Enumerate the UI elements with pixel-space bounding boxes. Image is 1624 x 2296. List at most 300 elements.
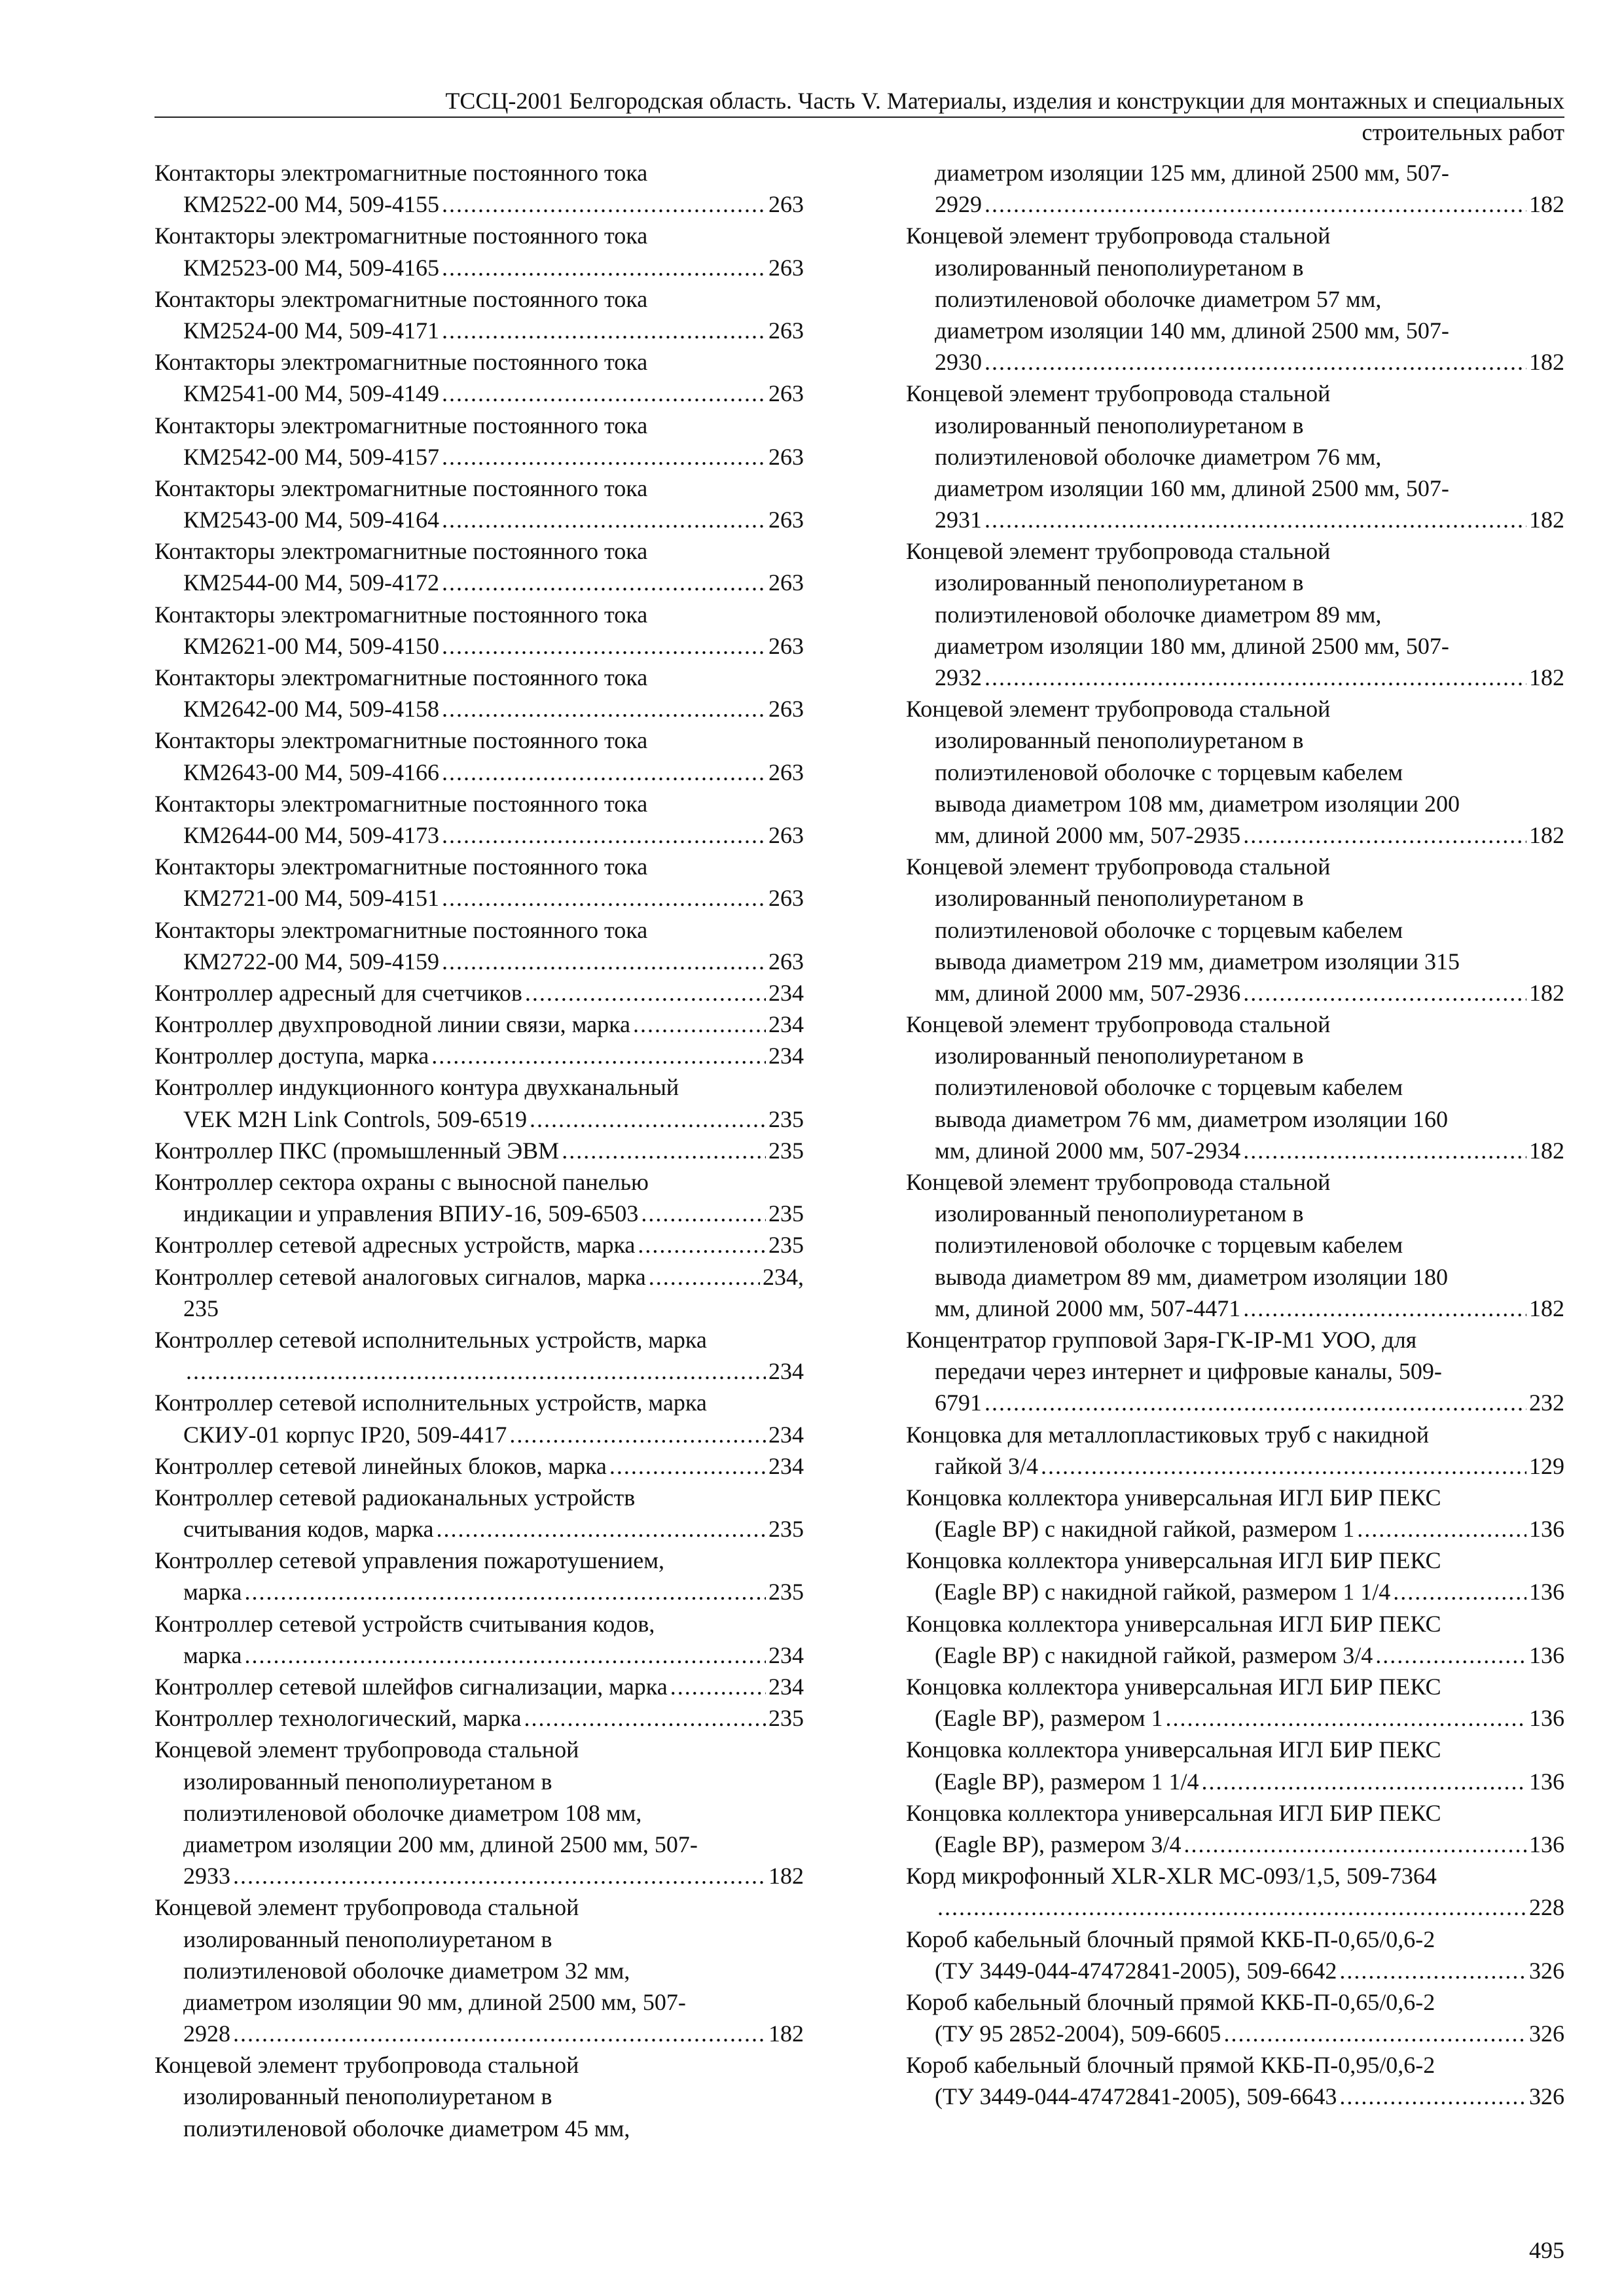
index-entry-line: Контроллер сетевой радиоканальных устройств: [154, 1484, 636, 1511]
index-entry-line: [154, 1576, 804, 1607]
index-entry-text: марка: [183, 1641, 242, 1668]
page-number: 495: [1529, 2237, 1564, 2263]
dot-leader: [442, 630, 766, 662]
index-entry-line: Контроллер сетевой исполнительных устройств, марка: [154, 1326, 707, 1353]
dot-leader: [244, 1640, 766, 1671]
index-entry-line: Короб кабельный блочный прямой ККБ-П-0,95/0,6-2: [906, 2052, 1435, 2079]
index-entry-page: 235: [768, 1516, 804, 1543]
index-entry: [154, 1671, 804, 1702]
dot-leader: [984, 188, 1526, 220]
index-entry-line: Контроллер индукционного контура двухканальный: [154, 1074, 679, 1101]
index-entry-line: [906, 1955, 1564, 1986]
index-entry-text: 2930: [935, 349, 982, 376]
dot-leader: [641, 1198, 766, 1229]
index-entry: [906, 157, 1564, 220]
index-entry-line: Короб кабельный блочный прямой ККБ-П-0,65/0,6-2: [906, 1926, 1435, 1952]
index-entry: [154, 220, 804, 283]
index-entry-text: КМ2522-00 М4, 509-4155: [183, 191, 440, 218]
index-entry-line: [154, 441, 804, 473]
index-entry-line: вывода диаметром 108 мм, диаметром изоляции 200: [935, 790, 1460, 817]
index-entry-page: 182: [1529, 191, 1564, 218]
index-entry-text: (Eagle BP) с накидной гайкой, размером 1 1/4: [935, 1579, 1391, 1605]
index-entry-line: [154, 315, 804, 346]
index-entry-page: 235: [768, 1579, 804, 1605]
index-entry-line: Контакторы электромагнитные постоянного тока: [154, 916, 648, 943]
index-entry-line: полиэтиленовой оболочке с торцевым кабелем: [935, 1074, 1403, 1101]
index-entry-page: 234: [768, 1674, 804, 1700]
index-entry-line: Контакторы электромагнитные постоянного тока: [154, 160, 648, 186]
index-entry-line: Контакторы электромагнитные постоянного тока: [154, 285, 648, 312]
index-entry-page: 182: [1529, 1295, 1564, 1321]
index-entry-line: Концевой элемент трубопровода стальной: [154, 1736, 579, 1763]
index-entry-line: Контроллер сетевой устройств считывания кодов,: [154, 1610, 655, 1637]
index-entry: [906, 220, 1564, 378]
index-entry-line: [906, 1640, 1564, 1671]
index-entry-page: 263: [768, 191, 804, 218]
index-entry-line: [906, 188, 1564, 220]
index-entry: [154, 535, 804, 598]
index-entry-page: 263: [768, 821, 804, 848]
index-entry-line: [906, 1293, 1564, 1324]
index-entry-line: [154, 188, 804, 220]
index-entry-page: 234: [768, 1641, 804, 1668]
index-entry-page: 234,: [763, 1263, 804, 1290]
index-entry-line: [906, 2081, 1564, 2112]
index-entry-line: Контакторы электромагнитные постоянного тока: [154, 790, 648, 817]
index-entry-line: вывода диаметром 76 мм, диаметром изоляции 160: [935, 1105, 1449, 1132]
dot-leader: [244, 1576, 766, 1607]
index-entry-page: 234: [768, 1358, 804, 1385]
dot-leader: [1339, 1955, 1526, 1986]
index-entry-text: гайкой 3/4: [935, 1452, 1038, 1479]
index-entry: [154, 1135, 804, 1166]
index-entry: [154, 1229, 804, 1261]
index-entry-text: КМ2644-00 М4, 509-4173: [183, 821, 440, 848]
index-entry-page: 136: [1529, 1516, 1564, 1543]
index-entry-text: КМ2621-00 М4, 509-4150: [183, 632, 440, 659]
index-entry-line: Контакторы электромагнитные постоянного тока: [154, 412, 648, 439]
index-entry: [154, 1387, 804, 1450]
index-entry-line: [906, 662, 1564, 693]
index-entry-page: 234: [768, 1452, 804, 1479]
dot-leader: [1375, 1640, 1526, 1671]
index-entry-text: индикации и управления ВПИУ-16, 509-6503: [183, 1200, 639, 1227]
index-entry-line: полиэтиленовой оболочке с торцевым кабелем: [935, 916, 1403, 943]
index-entry-line: Контакторы электромагнитные постоянного тока: [154, 349, 648, 376]
index-entry-text: Контроллер доступа, марка: [154, 1043, 429, 1069]
index-entry-line: [154, 1355, 804, 1387]
index-entry-page: 263: [768, 696, 804, 723]
index-entry-line: изолированный пенополиуретаном в: [183, 1768, 552, 1795]
dot-leader: [984, 662, 1526, 693]
index-entry-text: КМ2524-00 М4, 509-4171: [183, 317, 440, 344]
index-entry-text: Контроллер ПКС (промышленный ЭВМ: [154, 1137, 560, 1164]
index-entry-line: [154, 1198, 804, 1229]
index-entry: [906, 1324, 1564, 1419]
index-entry-line: [906, 1387, 1564, 1418]
index-entry-page: 234: [768, 1011, 804, 1038]
index-entry-line: [154, 882, 804, 914]
index-entry-text: КМ2541-00 М4, 509-4149: [183, 380, 440, 407]
index-entry-line: [154, 1009, 804, 1040]
index-entry: [906, 851, 1564, 1009]
dot-leader: [633, 1009, 766, 1040]
index-entry-line: диаметром изоляции 180 мм, длиной 2500 мм, 507-: [935, 632, 1449, 659]
index-column-left: [154, 157, 804, 2144]
dot-leader: [609, 1450, 766, 1482]
index-entry-page: 263: [768, 632, 804, 659]
index-entry: [906, 1797, 1564, 1860]
index-entry: [154, 1261, 804, 1324]
index-entry: [154, 1324, 804, 1387]
index-entry-line: диаметром изоляции 160 мм, длиной 2500 мм, 507-: [935, 475, 1449, 501]
index-entry-line: [154, 1103, 804, 1135]
dot-leader: [524, 1702, 766, 1734]
dot-leader: [638, 1229, 766, 1261]
index-entry-page: 136: [1529, 1831, 1564, 1857]
index-entry-text: Контроллер сетевой линейных блоков, марка: [154, 1452, 607, 1479]
index-entry-line: Контакторы электромагнитные постоянного тока: [154, 475, 648, 501]
index-entry: [154, 1608, 804, 1671]
index-entry: [906, 2049, 1564, 2112]
index-column-right: [906, 157, 1564, 2113]
index-entry-text: Контроллер адресный для счетчиков: [154, 979, 522, 1006]
dot-leader: [186, 1355, 766, 1387]
index-entry: [906, 1419, 1564, 1482]
index-entry-page-continuation: 235: [183, 1295, 219, 1321]
index-entry-line: изолированный пенополиуретаном в: [935, 569, 1304, 596]
index-entry: [154, 1009, 804, 1040]
index-entry-page: 263: [768, 254, 804, 281]
index-entry: [154, 599, 804, 662]
index-entry: [906, 535, 1564, 693]
index-entry-line: Концентратор групповой Заря-ГК-IP-М1 УОО, для: [906, 1326, 1417, 1353]
index-entry-line: Контакторы электромагнитные постоянного тока: [154, 538, 648, 565]
index-entry-page: 326: [1529, 1957, 1564, 1984]
index-entry-text: (Eagle BP) с накидной гайкой, размером 3/4: [935, 1641, 1373, 1668]
index-entry-line: Контакторы электромагнитные постоянного тока: [154, 223, 648, 249]
index-entry-line: Концовка коллектора универсальная ИГЛ БИР ПЕКС: [906, 1674, 1441, 1700]
index-entry: [154, 914, 804, 977]
index-entry: [154, 1040, 804, 1071]
index-entry-text: (ТУ 3449-044-47472841-2005), 509-6642: [935, 1957, 1337, 1984]
index-entry: [154, 346, 804, 409]
index-entry-page: 129: [1529, 1452, 1564, 1479]
dot-leader: [1339, 2081, 1526, 2112]
index-entry-line: вывода диаметром 219 мм, диаметром изоляции 315: [935, 948, 1460, 975]
dot-leader: [442, 946, 766, 977]
dot-leader: [442, 188, 766, 220]
index-entry-line: Концовка коллектора универсальная ИГЛ БИР ПЕКС: [906, 1610, 1441, 1637]
index-entry-line: Концовка для металлопластиковых труб с накидной: [906, 1421, 1430, 1448]
index-entry-page: 182: [1529, 1137, 1564, 1164]
index-entry-line: изолированный пенополиуретаном в: [935, 412, 1304, 439]
index-entry-line: изолированный пенополиуретаном в: [935, 727, 1304, 754]
index-entry-line: [154, 1261, 804, 1293]
index-entry: [154, 1450, 804, 1482]
index-entry-text: 2929: [935, 191, 982, 218]
index-entry-line: передачи через интернет и цифровые каналы, 509-: [935, 1358, 1442, 1385]
index-entry-text: VEK M2H Link Controls, 509-6519: [183, 1105, 527, 1132]
dot-leader: [442, 315, 766, 346]
index-entry-text: (ТУ 95 2852-2004), 509-6605: [935, 2020, 1221, 2047]
index-entry-line: Концевой элемент трубопровода стальной: [906, 223, 1331, 249]
index-entry-text: Контроллер двухпроводной линии связи, марка: [154, 1011, 631, 1038]
index-entry-text: КМ2721-00 М4, 509-4151: [183, 885, 440, 912]
index-entry-page: 326: [1529, 2020, 1564, 2047]
index-entry-line: Концевой элемент трубопровода стальной: [154, 1894, 579, 1921]
index-entry: [154, 1166, 804, 1229]
index-entry-line: Контакторы электромагнитные постоянного тока: [154, 664, 648, 691]
dot-leader: [1243, 819, 1526, 851]
index-entry-line: Концевой элемент трубопровода стальной: [906, 1169, 1331, 1195]
index-entry-page: 234: [768, 1421, 804, 1448]
index-entry-text: Контроллер технологический, марка: [154, 1705, 522, 1732]
index-entry-line: [154, 1229, 804, 1261]
index-entry-line: [906, 1829, 1564, 1860]
index-entry-text: КМ2543-00 М4, 509-4164: [183, 507, 440, 533]
dot-leader: [437, 1513, 766, 1545]
index-entry-line: [906, 1135, 1564, 1166]
index-entry-line: Концевой элемент трубопровода стальной: [906, 696, 1331, 723]
index-entry: [906, 1860, 1564, 1923]
index-entry-line: [154, 946, 804, 977]
index-entry: [154, 283, 804, 346]
index-entry-line: полиэтиленовой оболочке диаметром 108 мм,: [183, 1799, 642, 1826]
index-entry-page: 182: [768, 1863, 804, 1890]
dot-leader: [233, 2018, 766, 2049]
index-entry-line: [906, 1450, 1564, 1482]
index-entry-line: изолированный пенополиуретаном в: [183, 2083, 552, 2110]
dot-leader: [442, 693, 766, 725]
index-entry-line: [154, 1135, 804, 1166]
index-entry-line: [154, 504, 804, 535]
index-entry-line: [154, 1860, 804, 1892]
index-entry-line: [154, 630, 804, 662]
index-entry-line: изолированный пенополиуретаном в: [183, 1926, 552, 1952]
index-entry: [154, 1482, 804, 1545]
index-entry: [906, 1166, 1564, 1324]
index-entry-text: мм, длиной 2000 мм, 507-2934: [935, 1137, 1241, 1164]
index-entry: [906, 1608, 1564, 1671]
index-entry-line: Контроллер сетевой исполнительных устройств, марка: [154, 1390, 707, 1416]
dot-leader: [530, 1103, 766, 1135]
dot-leader: [442, 567, 766, 598]
index-entry-text: мм, длиной 2000 мм, 507-2935: [935, 821, 1241, 848]
dot-leader: [431, 1040, 766, 1071]
index-entry-line: [906, 346, 1564, 378]
index-entry-page: 235: [768, 1137, 804, 1164]
index-entry-page: 263: [768, 507, 804, 533]
dot-leader: [1202, 1766, 1526, 1797]
index-entry: [906, 378, 1564, 535]
dot-leader: [1166, 1702, 1526, 1734]
index-entry-line: [906, 1702, 1564, 1734]
index-entry: [906, 1924, 1564, 1986]
index-entry: [154, 725, 804, 787]
dot-leader: [1041, 1450, 1526, 1482]
index-entry-text: (Eagle BP), размером 1 1/4: [935, 1768, 1199, 1795]
index-entry: [906, 693, 1564, 851]
index-entry: [154, 977, 804, 1009]
index-entry-page: 263: [768, 380, 804, 407]
index-entry-page: 228: [1529, 1894, 1564, 1921]
index-entry-text: КМ2542-00 М4, 509-4157: [183, 443, 440, 470]
dot-leader: [1223, 2018, 1526, 2049]
index-entry-line: изолированный пенополиуретаном в: [935, 885, 1304, 912]
index-entry: [154, 473, 804, 535]
dot-leader: [442, 504, 766, 535]
index-entry: [154, 1071, 804, 1134]
index-entry: [154, 157, 804, 220]
dot-leader: [984, 346, 1526, 378]
index-entry-line: полиэтиленовой оболочке диаметром 76 мм,: [935, 443, 1382, 470]
dot-leader: [1243, 1293, 1526, 1324]
index-entry-line: полиэтиленовой оболочке диаметром 32 мм,: [183, 1957, 630, 1984]
dot-leader: [937, 1892, 1526, 1923]
index-entry-line: Корд микрофонный XLR-XLR МС-093/1,5, 509-7364: [906, 1863, 1437, 1890]
index-entry-text: КМ2722-00 М4, 509-4159: [183, 948, 440, 975]
dot-leader: [1357, 1513, 1526, 1545]
index-entry-line: Концевой элемент трубопровода стальной: [154, 2052, 579, 2079]
dot-leader: [233, 1860, 766, 1892]
index-entry-page: 136: [1529, 1579, 1564, 1605]
index-entry-text: марка: [183, 1579, 242, 1605]
index-entry-text: мм, длиной 2000 мм, 507-4471: [935, 1295, 1241, 1321]
index-entry-line: [154, 1513, 804, 1545]
index-entry: [906, 1671, 1564, 1734]
index-entry: [154, 851, 804, 914]
index-entry-page: 235: [768, 1705, 804, 1732]
dot-leader: [442, 252, 766, 283]
index-entry-page: 263: [768, 317, 804, 344]
dot-leader: [562, 1135, 766, 1166]
index-entry-page: 326: [1529, 2083, 1564, 2110]
index-entry-line: Концевой элемент трубопровода стальной: [906, 538, 1331, 565]
index-entry-text: КМ2544-00 М4, 509-4172: [183, 569, 440, 596]
index-entry-text: 2931: [935, 507, 982, 533]
index-entry-line: полиэтиленовой оболочке с торцевым кабелем: [935, 759, 1403, 785]
index-entry: [906, 1986, 1564, 2049]
index-entry-line: полиэтиленовой оболочке с торцевым кабелем: [935, 1232, 1403, 1259]
index-entry-page: 182: [768, 2020, 804, 2047]
index-entry-text: (ТУ 3449-044-47472841-2005), 509-6643: [935, 2083, 1337, 2110]
index-entry-line: [154, 567, 804, 598]
index-entry-line: диаметром изоляции 90 мм, длиной 2500 мм, 507-: [183, 1988, 686, 2015]
index-entry-line: [906, 977, 1564, 1009]
index-entry-page: 182: [1529, 821, 1564, 848]
index-entry-line: полиэтиленовой оболочке диаметром 89 мм,: [935, 601, 1382, 628]
index-entry-page: 263: [768, 759, 804, 785]
index-entry-line: [906, 504, 1564, 535]
index-entry-line: полиэтиленовой оболочке диаметром 57 мм,: [935, 285, 1382, 312]
index-entry-line: Контроллер сетевой управления пожаротушением,: [154, 1547, 665, 1574]
index-entry-line: Контакторы электромагнитные постоянного тока: [154, 727, 648, 754]
running-header: ТССЦ-2001 Белгородская область. Часть V. Материалы, изделия и конструкции для монтажных и специальных: [445, 88, 1564, 114]
index-entry-line: [154, 1640, 804, 1671]
index-entry-page: 136: [1529, 1641, 1564, 1668]
index-entry-line: [154, 2018, 804, 2049]
index-entry-text: 6791: [935, 1390, 982, 1416]
index-entry-line: [154, 1419, 804, 1450]
index-entry: [154, 410, 804, 473]
index-entry-line: диаметром изоляции 125 мм, длиной 2500 мм, 507-: [935, 160, 1449, 186]
index-entry-page: 234: [768, 979, 804, 1006]
index-entry-line: Контакторы электромагнитные постоянного тока: [154, 853, 648, 880]
index-entry: [154, 1702, 804, 1734]
index-entry-line: изолированный пенополиуретаном в: [935, 1043, 1304, 1069]
index-entry-line: Контроллер сектора охраны с выносной панелью: [154, 1169, 649, 1195]
index-entry-page: 235: [768, 1232, 804, 1259]
index-entry-line: Контакторы электромагнитные постоянного тока: [154, 601, 648, 628]
index-entry-line: полиэтиленовой оболочке диаметром 45 мм,: [183, 2115, 630, 2142]
index-entry-text: 2928: [183, 2020, 230, 2047]
dot-leader: [442, 819, 766, 851]
index-entry-line: [154, 977, 804, 1009]
index-entry-line: [906, 2018, 1564, 2049]
dot-leader: [670, 1671, 766, 1702]
index-entry: [154, 788, 804, 851]
index-entry: [154, 1734, 804, 1892]
index-entry-text: СКИУ-01 корпус IP20, 509-4417: [183, 1421, 507, 1448]
index-entry-page: 182: [1529, 664, 1564, 691]
index-entry-line: [906, 1576, 1564, 1607]
index-entry-text: Контроллер сетевой шлейфов сигнализации, марка: [154, 1674, 668, 1700]
index-entry-line: вывода диаметром 89 мм, диаметром изоляции 180: [935, 1263, 1449, 1290]
index-entry-text: мм, длиной 2000 мм, 507-2936: [935, 979, 1241, 1006]
dot-leader: [1393, 1576, 1526, 1607]
index-entry-line: изолированный пенополиуретаном в: [935, 254, 1304, 281]
index-entry-text: КМ2643-00 М4, 509-4166: [183, 759, 440, 785]
index-entry: [154, 1892, 804, 2049]
index-entry-page: 136: [1529, 1705, 1564, 1732]
index-entry-line: Концевой элемент трубопровода стальной: [906, 853, 1331, 880]
dot-leader: [1243, 977, 1526, 1009]
index-entry-page: 234: [768, 1043, 804, 1069]
index-entry: [154, 662, 804, 725]
index-entry-line: диаметром изоляции 140 мм, длиной 2500 мм, 507-: [935, 317, 1449, 344]
index-entry-line: Концовка коллектора универсальная ИГЛ БИР ПЕКС: [906, 1736, 1441, 1763]
dot-leader: [442, 757, 766, 788]
index-entry-text: 2933: [183, 1863, 230, 1890]
index-entry-page: 263: [768, 569, 804, 596]
index-entry-line: Короб кабельный блочный прямой ККБ-П-0,65/0,6-2: [906, 1988, 1435, 2015]
index-entry-line: [154, 1450, 804, 1482]
index-entry-line: Концевой элемент трубопровода стальной: [906, 1011, 1331, 1038]
index-entry: [906, 1545, 1564, 1607]
index-entry-line: [906, 819, 1564, 851]
index-entry: [906, 1009, 1564, 1166]
dot-leader: [649, 1261, 760, 1293]
index-entry-page: 263: [768, 948, 804, 975]
index-entry-line: Концовка коллектора универсальная ИГЛ БИР ПЕКС: [906, 1484, 1441, 1511]
dot-leader: [984, 504, 1526, 535]
index-entry-line: диаметром изоляции 200 мм, длиной 2500 мм, 507-: [183, 1831, 698, 1857]
index-entry-line: [154, 1671, 804, 1702]
index-entry-line: изолированный пенополиуретаном в: [935, 1200, 1304, 1227]
dot-leader: [509, 1419, 766, 1450]
running-header-continuation: строительных работ: [1362, 119, 1564, 145]
index-entry-line: [906, 1513, 1564, 1545]
index-entry: [906, 1734, 1564, 1797]
index-entry-text: считывания кодов, марка: [183, 1516, 434, 1543]
index-entry-page: 263: [768, 885, 804, 912]
index-entry-page: 182: [1529, 349, 1564, 376]
index-entry-page: 182: [1529, 507, 1564, 533]
index-entry-line: Концевой элемент трубопровода стальной: [906, 380, 1331, 407]
index-entry: [154, 2049, 804, 2144]
index-entry-page: 235: [768, 1200, 804, 1227]
